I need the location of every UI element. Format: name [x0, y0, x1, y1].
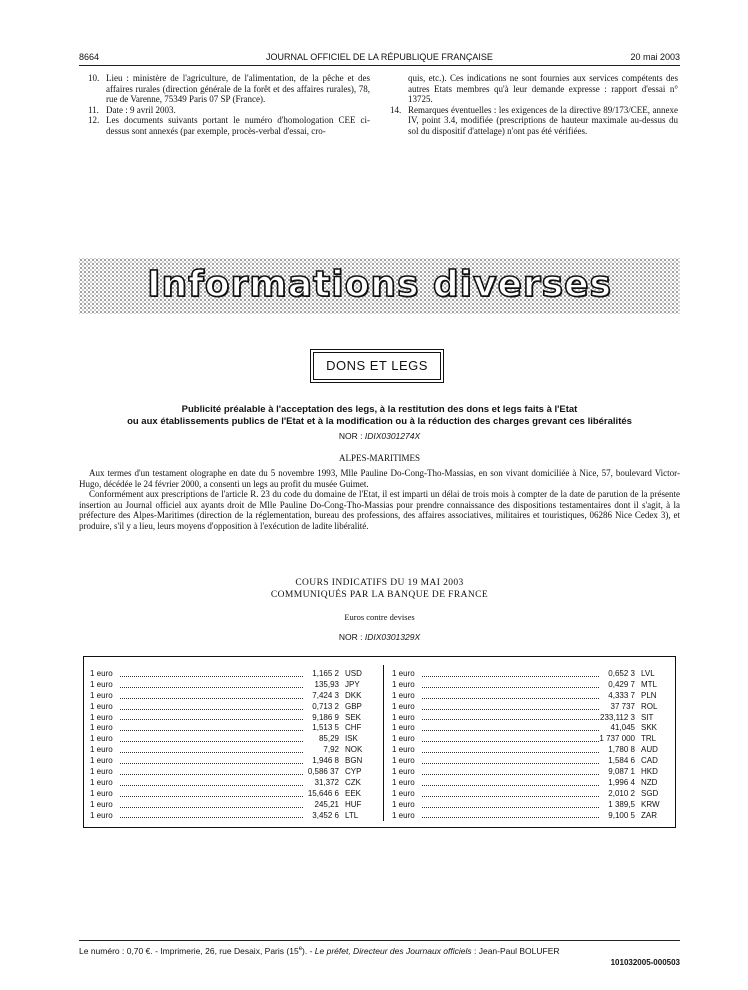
rate-value: 41,045 — [610, 723, 635, 733]
imprint-director-title: Le préfet, Directeur des Journaux officiels — [314, 946, 472, 956]
rate-row — [392, 669, 671, 680]
rate-value: 3,452 6 — [312, 810, 339, 820]
rate-value: 1 737 000 — [599, 734, 635, 744]
item-continuation: quis, etc.). Ces indications ne sont fournies aux services compétents des autres Etats membres qu'à leur demande expresse : rapport d'essai n° 13725. — [408, 73, 678, 105]
nor-code: IDIX0301329X — [364, 632, 421, 642]
footer-rule — [79, 940, 680, 941]
legs-paragraph-1: Aux termes d'un testament olographe en date du 5 novembre 1993, Mlle Pauline Do-Cong-Tho-Massias, en son vivant domiciliée à Nice, 57, boulevard Victor-Hugo, décédée le 24 février 2000, a consenti un legs au profit du musée Guimet. — [79, 468, 680, 489]
leader-dots — [120, 676, 303, 677]
rate-value: 233,112 3 — [600, 712, 635, 722]
currency-code: SGD — [641, 788, 659, 798]
currency-code: GBP — [345, 701, 362, 711]
rate-value: 1,584 6 — [608, 756, 635, 766]
currency-code: TRL — [641, 734, 657, 744]
rate-row — [90, 669, 375, 680]
rate-value: 15,646 6 — [307, 788, 339, 798]
leader-dots — [422, 719, 599, 720]
rate-value: 1,996 4 — [608, 777, 635, 787]
rate-value: 0,713 2 — [312, 701, 339, 711]
imprint-separator: ). - — [302, 946, 315, 956]
column-divider — [383, 665, 384, 821]
department-name: ALPES-MARITIMES — [338, 453, 420, 463]
header-rule — [79, 65, 680, 66]
rate-label: 1 euro — [90, 745, 113, 755]
currency-code: CZK — [345, 777, 361, 787]
currency-code: NZD — [641, 777, 658, 787]
currency-code: ROL — [641, 701, 658, 711]
imprint-text: Le numéro : 0,70 €. - Imprimerie, 26, rue Desaix, Paris (15 — [79, 946, 299, 956]
rate-label: 1 euro — [392, 799, 415, 809]
rate-value: 9,087 1 — [608, 767, 635, 777]
rate-label: 1 euro — [392, 723, 415, 733]
leader-dots — [120, 785, 303, 786]
imprint-line — [79, 946, 680, 956]
rate-label: 1 euro — [392, 810, 415, 820]
section-banner — [79, 258, 680, 314]
currency-code: CAD — [641, 756, 658, 766]
rate-label: 1 euro — [392, 777, 415, 787]
left-column — [88, 73, 370, 137]
rate-label: 1 euro — [90, 756, 113, 766]
rate-row — [392, 691, 671, 702]
leader-dots — [422, 774, 599, 775]
rate-value: 31,372 — [314, 777, 339, 787]
page-number: 8664 — [79, 52, 100, 62]
nor-label: NOR : — [338, 431, 363, 441]
rate-value: 1,780 8 — [608, 745, 635, 755]
rate-value: 1 389,5 — [608, 799, 635, 809]
leader-dots — [422, 741, 599, 742]
rate-label: 1 euro — [90, 701, 113, 711]
leader-dots — [120, 709, 303, 710]
legs-heading-line1: Publicité préalable à l'acceptation des legs, à la restitution des dons et legs faits à l'Etat — [181, 404, 578, 415]
item-number: 10. — [88, 73, 100, 83]
leader-dots — [422, 730, 599, 731]
rate-row — [392, 713, 671, 724]
rate-label: 1 euro — [90, 734, 113, 744]
list-item — [390, 105, 678, 137]
rates-title — [79, 577, 680, 601]
rate-label: 1 euro — [90, 723, 113, 733]
leader-dots — [422, 763, 599, 764]
currency-code: LVL — [641, 669, 655, 678]
rate-value: 85,29 — [318, 734, 339, 744]
rate-row — [90, 713, 375, 724]
rate-label: 1 euro — [392, 734, 415, 744]
rate-value: 1,165 2 — [312, 669, 339, 678]
leader-dots — [422, 785, 599, 786]
rate-row — [90, 800, 375, 811]
rates-title-line2: COMMUNIQUÉS PAR LA BANQUE DE FRANCE — [270, 590, 489, 600]
item-text: Remarques éventuelles : les exigences de la directive 89/173/CEE, annexe IV, point 3.4, modifiée (prescriptions de hauteur maximale au-dessus du sol du dispositif d'attelage) n'ont pas été vérifiées. — [408, 104, 678, 136]
rate-row — [392, 745, 671, 756]
rate-row — [90, 734, 375, 745]
page-header — [79, 52, 680, 66]
journal-title: JOURNAL OFFICIEL DE LA RÉPUBLIQUE FRANÇAISE — [266, 52, 493, 62]
rate-row — [90, 778, 375, 789]
issue-date: 20 mai 2003 — [630, 52, 680, 62]
item-number: 11. — [88, 104, 99, 115]
rate-label: 1 euro — [90, 669, 113, 678]
rate-value: 4,333 7 — [608, 690, 635, 700]
rate-row — [90, 691, 375, 702]
currency-code: CYP — [345, 767, 362, 777]
rate-value: 7,424 3 — [312, 690, 339, 700]
currency-code: BGN — [345, 756, 363, 766]
leader-dots — [422, 687, 599, 688]
list-item — [88, 115, 370, 136]
nor-label: NOR : — [338, 632, 363, 642]
rate-row — [392, 734, 671, 745]
print-code: 101032005-000503 — [610, 958, 680, 967]
rate-label: 1 euro — [392, 701, 415, 711]
leader-dots — [120, 774, 303, 775]
rate-row — [392, 800, 671, 811]
leader-dots — [422, 796, 599, 797]
rate-label: 1 euro — [90, 690, 113, 700]
currency-code: EEK — [345, 788, 362, 798]
currency-code: MTL — [641, 679, 657, 689]
rate-row — [90, 680, 375, 691]
rate-label: 1 euro — [392, 756, 415, 766]
banner-title: Informations diverses — [147, 264, 612, 305]
leader-dots — [422, 698, 599, 699]
rate-label: 1 euro — [392, 679, 415, 689]
currency-code: JPY — [345, 679, 360, 689]
leader-dots — [120, 741, 303, 742]
rate-row — [392, 811, 671, 822]
currency-code: HUF — [345, 799, 362, 809]
leader-dots — [120, 719, 303, 720]
rates-title-line1: COURS INDICATIFS DU 19 MAI 2003 — [295, 578, 464, 588]
rate-row — [90, 789, 375, 800]
rate-label: 1 euro — [392, 690, 415, 700]
item-text: Date : 9 avril 2003. — [106, 104, 176, 115]
rate-label: 1 euro — [392, 712, 415, 722]
rate-row — [392, 702, 671, 713]
rate-row — [90, 745, 375, 756]
rate-row — [90, 702, 375, 713]
nor-code: IDIX0301274X — [364, 431, 421, 441]
rate-value: 1,946 8 — [312, 756, 339, 766]
leader-dots — [422, 676, 599, 677]
rate-label: 1 euro — [392, 745, 415, 755]
item-text: Lieu : ministère de l'agriculture, de l'alimentation, de la pêche et des affaires rurales (direction générale de la forêt et des affaires rurales), 78, rue de Varenne, 75349 Paris 07 SP (France). — [106, 73, 370, 105]
leader-dots — [120, 698, 303, 699]
leader-dots — [422, 807, 599, 808]
rates-nor — [79, 632, 680, 642]
currency-code: PLN — [641, 690, 657, 700]
rate-value: 9,100 5 — [608, 810, 635, 820]
currency-code: DKK — [345, 690, 362, 700]
leader-dots — [120, 763, 303, 764]
item-number: 14. — [390, 104, 402, 115]
rate-label: 1 euro — [90, 777, 113, 787]
rate-label: 1 euro — [90, 799, 113, 809]
list-item — [88, 105, 370, 116]
leader-dots — [120, 730, 303, 731]
currency-code: SKK — [641, 723, 658, 733]
imprint-superscript: e — [298, 946, 303, 953]
imprint-director-name: : Jean-Paul BOLUFER — [471, 946, 560, 956]
rate-label: 1 euro — [392, 669, 415, 678]
rate-value: 0,429 7 — [608, 679, 635, 689]
rate-label: 1 euro — [90, 679, 113, 689]
rate-value: 9,186 9 — [312, 712, 339, 722]
legs-heading-line2: ou aux établissements publics de l'Etat et à la modification ou à la réduction des charges grevant ces libéralités — [127, 415, 632, 427]
currency-code: LTL — [345, 810, 359, 820]
currency-code: SEK — [345, 712, 362, 722]
list-item — [88, 73, 370, 105]
currency-code: KRW — [641, 799, 660, 809]
rate-value: 135,93 — [314, 679, 339, 689]
legs-nor — [79, 431, 680, 441]
currency-code: CHF — [345, 723, 362, 733]
leader-dots — [120, 817, 303, 818]
rates-left-column — [90, 669, 375, 821]
rate-value: 2,010 2 — [608, 788, 635, 798]
rate-label: 1 euro — [90, 712, 113, 722]
item-number: 12. — [88, 115, 100, 126]
leader-dots — [120, 687, 303, 688]
leader-dots — [422, 752, 599, 753]
rate-value: 37 737 — [610, 701, 635, 711]
currency-code: SIT — [641, 712, 654, 722]
right-column — [390, 73, 678, 137]
rate-label: 1 euro — [90, 788, 113, 798]
leader-dots — [422, 817, 599, 818]
currency-code: AUD — [641, 745, 658, 755]
rate-row — [392, 756, 671, 767]
rate-value: 7,92 — [323, 745, 339, 755]
legs-paragraph-2: Conformément aux prescriptions de l'article R. 23 du code du domaine de l'Etat, il est imparti un délai de trois mois à compter de la date de parution de la présente insertion au Journal officiel aux ayants droit de Mlle Pauline Do-Cong-Tho-Massias pour prendre connaissance des dispositions testamentaires dont il s'agit, à la préfecture des Alpes-Maritimes (direction de la réglementation, bureau des professions, des affaires associatives, militaires et touristiques, 06286 Nice Cedex 3), et produire, s'il y a lieu, leurs moyens d'opposition à l'exécution de ladite libéralité. — [79, 489, 680, 531]
leader-dots — [422, 709, 599, 710]
rate-row — [392, 778, 671, 789]
rate-row — [90, 767, 375, 778]
currency-code: HKD — [641, 767, 658, 777]
rate-row — [392, 723, 671, 734]
rate-row — [392, 767, 671, 778]
rate-row — [90, 723, 375, 734]
leader-dots — [120, 807, 303, 808]
currency-code: ZAR — [641, 810, 657, 820]
section-title-box: DONS ET LEGS — [313, 352, 441, 380]
rate-label: 1 euro — [90, 810, 113, 820]
legs-text — [79, 468, 680, 532]
currency-code: USD — [345, 669, 362, 678]
item-text: Les documents suivants portant le numéro d'homologation CEE ci-dessus sont annexés (par exemple, procès-verbal d'essai, cro- — [106, 115, 370, 136]
leader-dots — [120, 796, 303, 797]
rate-row — [392, 680, 671, 691]
rate-row — [90, 756, 375, 767]
rate-value: 245,21 — [314, 799, 339, 809]
rate-label: 1 euro — [90, 767, 113, 777]
rate-value: 1,513 5 — [312, 723, 339, 733]
leader-dots — [120, 752, 303, 753]
currency-code: ISK — [345, 734, 358, 744]
rates-right-column — [392, 669, 671, 821]
rates-subtitle: Euros contre devises — [344, 612, 415, 622]
rate-row — [392, 789, 671, 800]
legs-heading — [79, 404, 680, 427]
rates-table — [83, 656, 676, 828]
currency-code: NOK — [345, 745, 363, 755]
rate-value: 0,586 37 — [307, 767, 339, 777]
rate-label: 1 euro — [392, 788, 415, 798]
rate-value: 0,652 3 — [608, 669, 635, 678]
rate-label: 1 euro — [392, 767, 415, 777]
rate-row — [90, 811, 375, 822]
